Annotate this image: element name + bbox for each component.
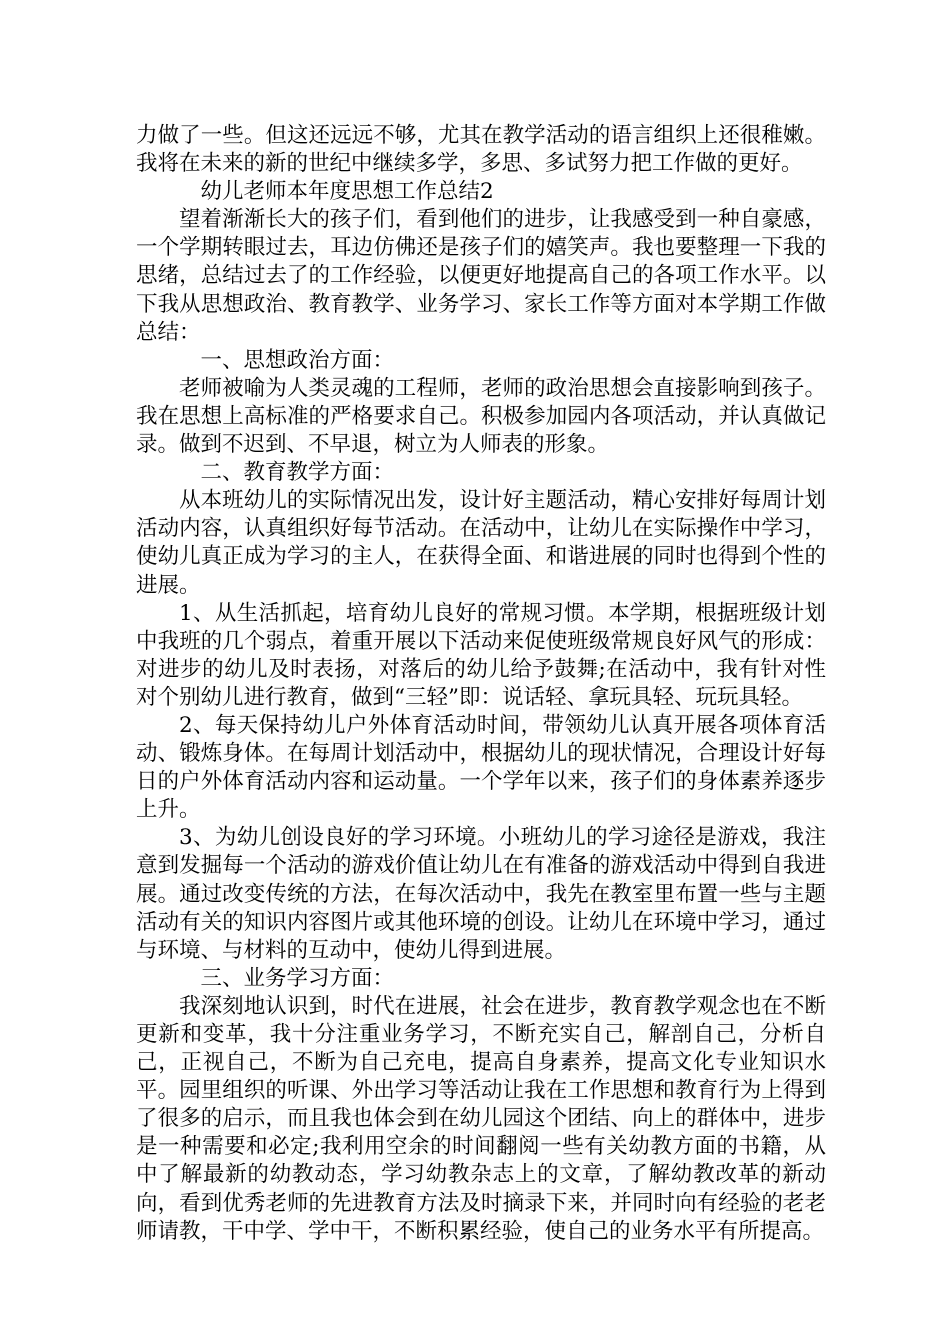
- section-title: 幼儿老师本年度思想工作总结2: [200, 179, 494, 205]
- paragraph-teaching: 从本班幼儿的实际情况出发，设计好主题活动，精心安排好每周计划活动内容，认真组织好每节活动。在活动中，让幼儿在实际操作中学习，使幼儿真正成为学习的主人，在获得全面、和谐进展的同时也得到个性的进展。: [136, 488, 826, 598]
- paragraph-political: 老师被喻为人类灵魂的工程师，老师的政治思想会直接影响到孩子。我在思想上高标准的严格要求自己。积极参加园内各项活动，并认真做记录。做到不迟到、不早退，树立为人师表的形象。: [136, 375, 826, 458]
- paragraph-study: 我深刻地认识到，时代在进展，社会在进步，教育教学观念也在不断更新和变革，我十分注重业务学习，不断充实自己，解剖自己，分析自己，正视自己，不断为自己充电，提高自身素养，提高文化专业知识水平。园里组织的听课、外出学习等活动让我在工作思想和教育行为上得到了很多的启示，而且我也体会到在幼儿园这个团结、向上的群体中，进步是一种需要和必定;我利用空余的时间翻阅一些有关幼教方面的书籍，从中了解最新的幼教动态，学习幼教杂志上的文章，了解幼教改革的新动向，看到优秀老师的先进教育方法及时摘录下来，并同时向有经验的老老师请教，干中学、学中干，不断积累经验，使自己的业务水平有所提高。: [136, 993, 826, 1244]
- paragraph-item-2: 2、每天保持幼儿户外体育活动时间，带领幼儿认真开展各项体育活动、锻炼身体。在每周计划活动中，根据幼儿的现状情况，合理设计好每日的户外体育活动内容和运动量。一个学年以来，孩子们的身体素养逐步上升。: [136, 712, 826, 823]
- heading-teaching: 二、教育教学方面：: [200, 460, 395, 486]
- paragraph-continuation: 力做了一些。但这还远远不够，尤其在教学活动的语言组织上还很稚嫩。我将在未来的新的世纪中继续多学，多思、多试努力把工作做的更好。: [136, 123, 826, 177]
- heading-political: 一、思想政治方面：: [200, 347, 395, 373]
- paragraph-item-3: 3、为幼儿创设良好的学习环境。小班幼儿的学习途径是游戏，我注意到发掘每一个活动的游戏价值让幼儿在有准备的游戏活动中得到自我进展。通过改变传统的方法，在每次活动中，我先在教室里布置一些与主题活动有关的知识内容图片或其他环境的创设。让幼儿在环境中学习，通过与环境、与材料的互动中，使幼儿得到进展。: [136, 825, 826, 963]
- paragraph-intro: 望着渐渐长大的孩子们，看到他们的进步，让我感受到一种自豪感，一个学期转眼过去，耳边仿佛还是孩子们的嬉笑声。我也要整理一下我的思绪，总结过去了的工作经验，以便更好地提高自己的各项工作水平。以下我从思想政治、教育教学、业务学习、家长工作等方面对本学期工作做总结：: [136, 207, 826, 345]
- paragraph-item-1: 1、从生活抓起，培育幼儿良好的常规习惯。本学期，根据班级计划中我班的几个弱点，着重开展以下活动来促使班级常规良好风气的形成：对进步的幼儿及时表扬，对落后的幼儿给予鼓舞;在活动中，我有针对性对个别幼儿进行教育，做到“三轻”即：说话轻、拿玩具轻、玩玩具轻。: [136, 600, 826, 710]
- document-body: [136, 122, 826, 1246]
- heading-study: 三、业务学习方面：: [200, 965, 395, 991]
